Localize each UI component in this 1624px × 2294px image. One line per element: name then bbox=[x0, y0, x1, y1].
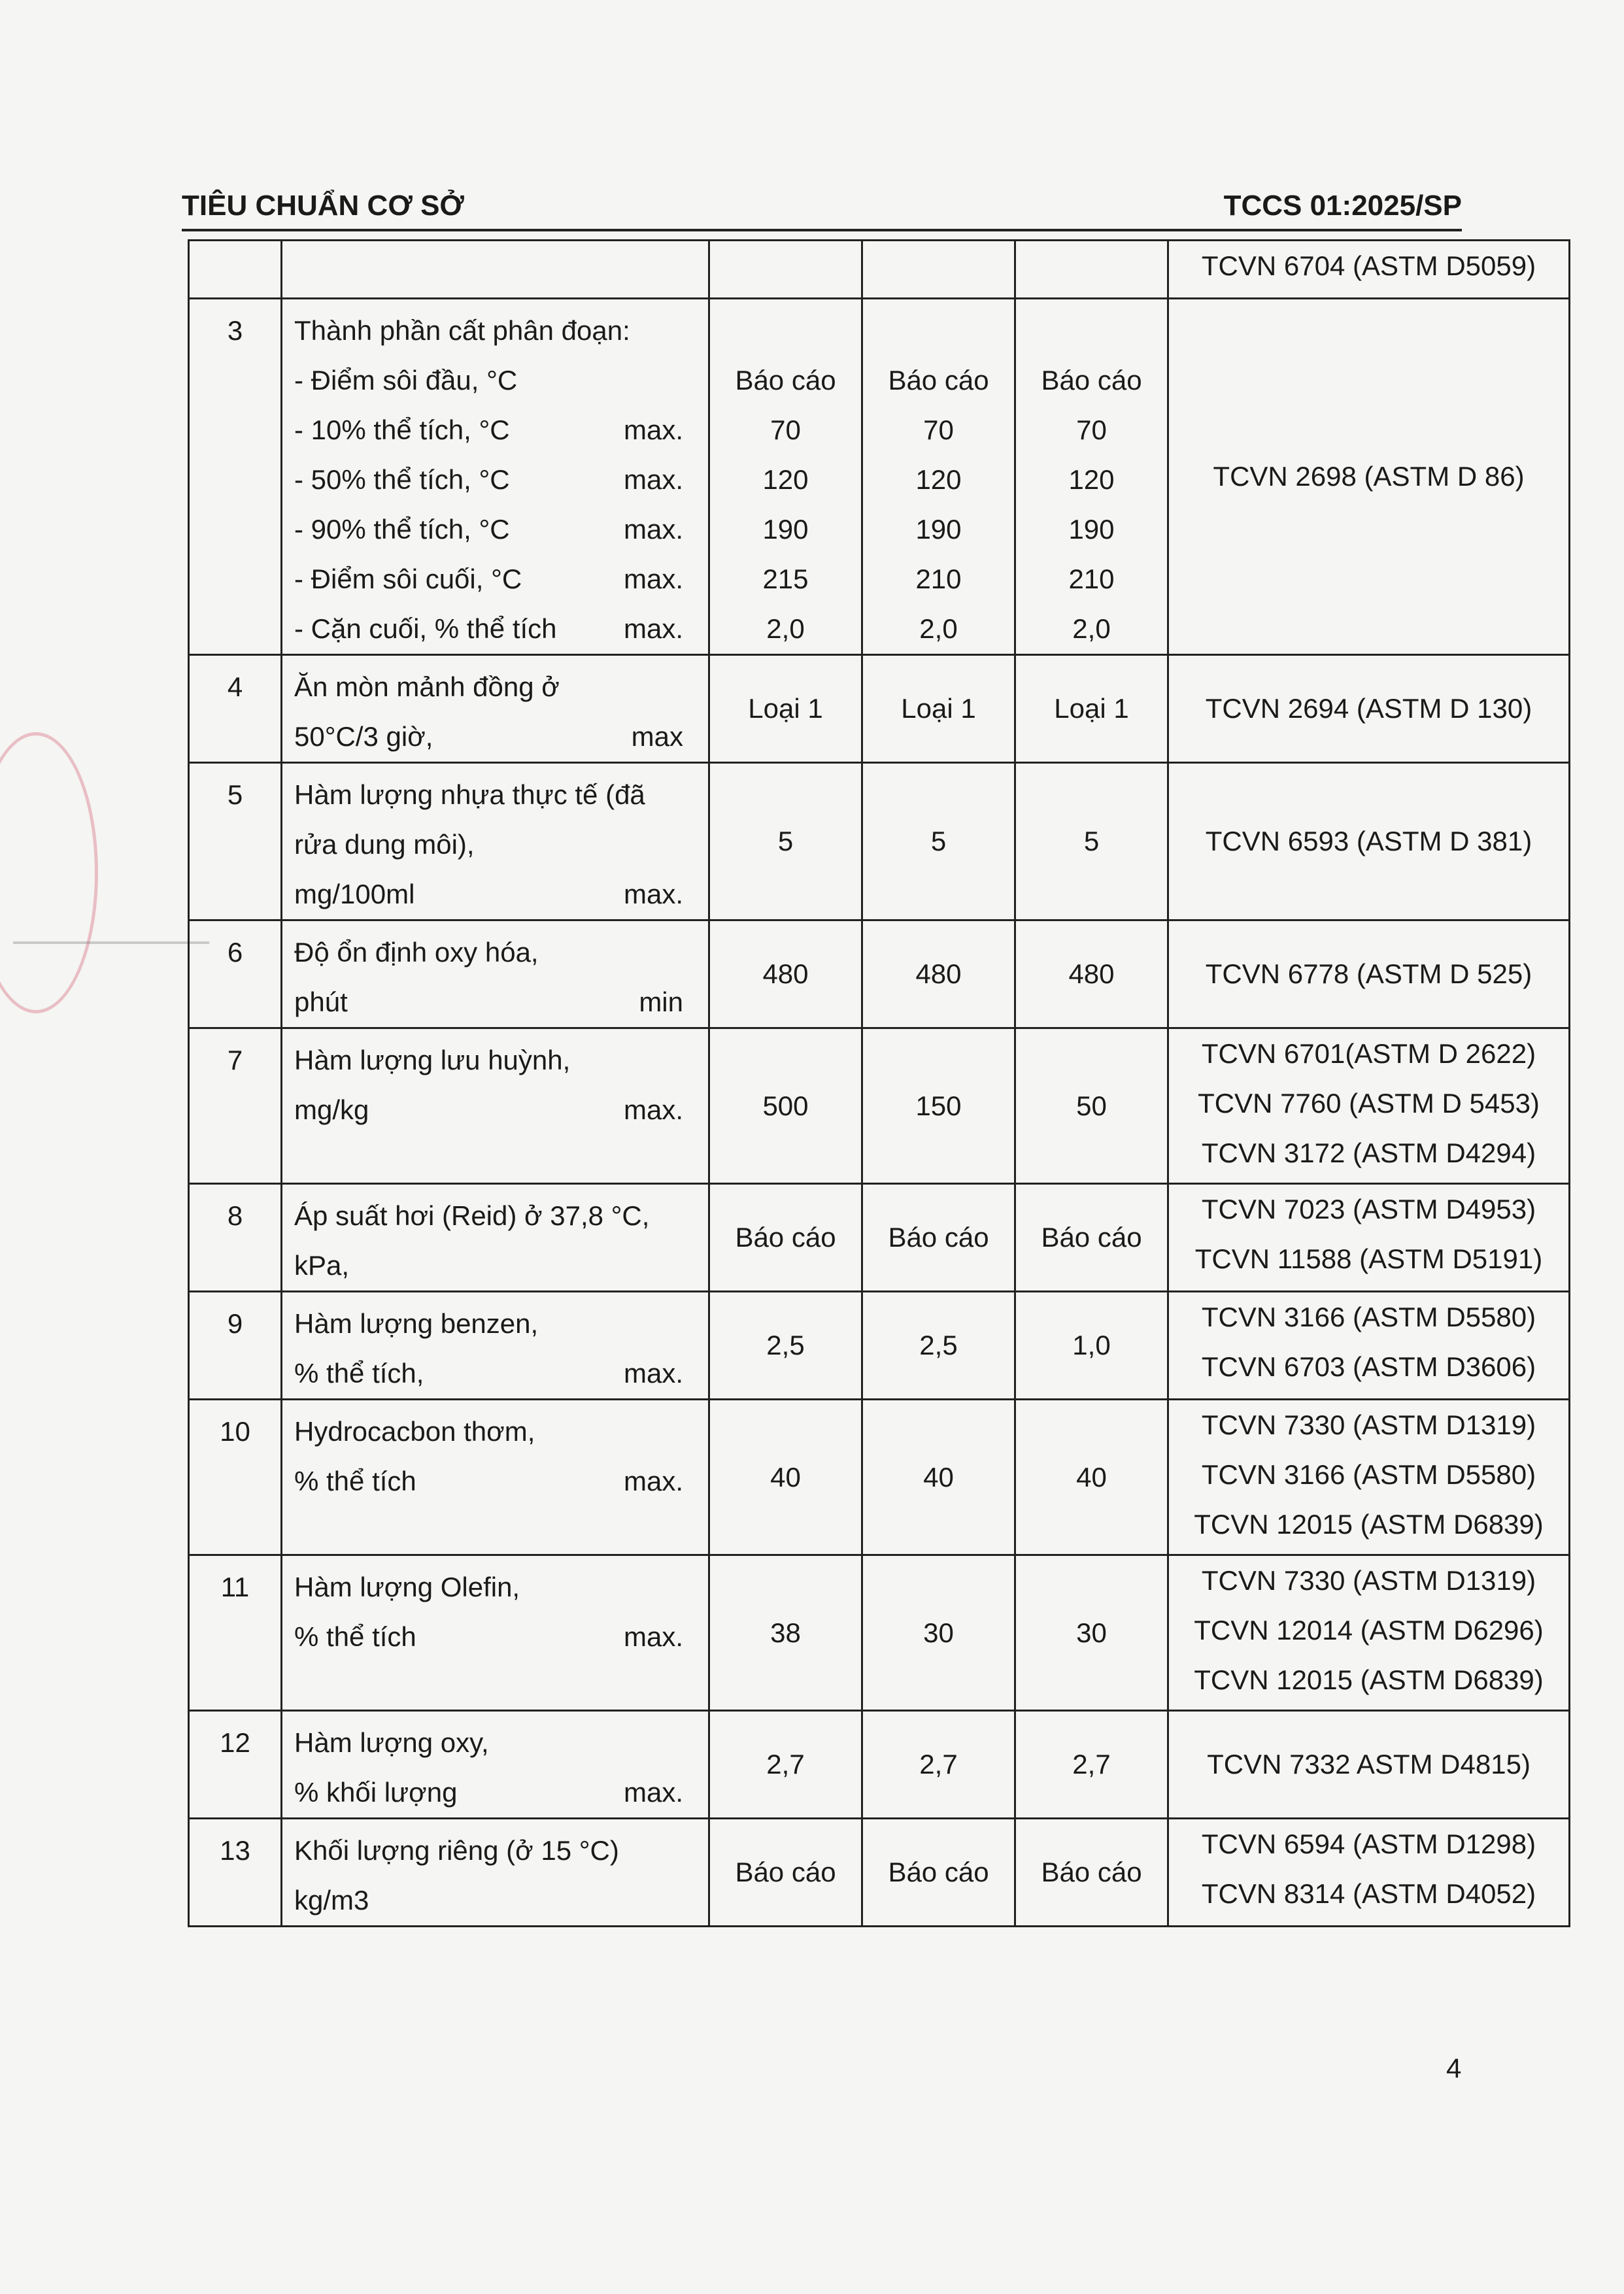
value-line: 2,0 bbox=[919, 613, 958, 644]
property-line bbox=[282, 977, 708, 1027]
specification-table bbox=[188, 239, 1570, 1927]
limit-label: max. bbox=[623, 613, 683, 644]
value-text bbox=[710, 245, 861, 294]
value-text: 2,7 bbox=[766, 1749, 805, 1780]
property-line bbox=[282, 820, 708, 869]
value-text: Loại 1 bbox=[1054, 693, 1129, 724]
limit-label: max. bbox=[623, 1358, 683, 1389]
test-method: TCVN 12015 (ASTM D6839) bbox=[1194, 1664, 1544, 1695]
value-text: 30 bbox=[1076, 1617, 1107, 1648]
test-method-cell bbox=[1168, 1555, 1570, 1711]
row-number: 13 bbox=[220, 1835, 250, 1866]
value-text: 480 bbox=[762, 958, 809, 989]
table-row bbox=[189, 1184, 1570, 1292]
header-standard-code: TCCS 01:2025/SP bbox=[1223, 190, 1462, 222]
property-text: Áp suất hơi (Reid) ở 37,8 °C, bbox=[294, 1200, 650, 1231]
property-text: - 90% thể tích, °C bbox=[294, 514, 510, 545]
value-cell bbox=[862, 655, 1015, 763]
property-line bbox=[282, 869, 708, 919]
value-cell bbox=[709, 1400, 862, 1555]
value-cell bbox=[862, 299, 1015, 655]
property-text: kg/m3 bbox=[294, 1885, 369, 1915]
value-cell bbox=[1015, 763, 1168, 920]
test-method: TCVN 2698 (ASTM D 86) bbox=[1213, 461, 1525, 492]
property-text: mg/kg bbox=[294, 1094, 369, 1125]
property-cell bbox=[282, 1292, 709, 1400]
value-cell bbox=[709, 1711, 862, 1819]
value-cell bbox=[1015, 1292, 1168, 1400]
value-text: 50 bbox=[1076, 1090, 1107, 1121]
property-cell bbox=[282, 1400, 709, 1555]
property-text: % khối lượng bbox=[294, 1777, 458, 1808]
property-text: % thể tích bbox=[294, 1621, 416, 1652]
property-line bbox=[282, 1457, 708, 1506]
value-cell bbox=[1015, 299, 1168, 655]
property-text: kPa, bbox=[294, 1250, 350, 1281]
value-text: Báo cáo bbox=[888, 1857, 989, 1887]
property-text: Hàm lượng Olefin, bbox=[294, 1572, 520, 1602]
property-line bbox=[282, 554, 708, 604]
value-cell bbox=[1015, 241, 1168, 299]
property-line bbox=[282, 1876, 708, 1925]
property-line bbox=[282, 1299, 708, 1349]
property-text: Hàm lượng nhựa thực tế (đã bbox=[294, 779, 645, 810]
property-line bbox=[282, 455, 708, 505]
page-number: 4 bbox=[1446, 2053, 1462, 2083]
test-method-cell bbox=[1168, 920, 1570, 1028]
limit-label: min bbox=[639, 987, 683, 1017]
value-text: 40 bbox=[770, 1461, 801, 1493]
value-line: 2,0 bbox=[766, 613, 805, 644]
test-method-cell bbox=[1168, 655, 1570, 763]
value-line: Báo cáo bbox=[888, 365, 989, 396]
value-text: 480 bbox=[915, 958, 962, 989]
property-cell bbox=[282, 763, 709, 920]
property-cell bbox=[282, 1819, 709, 1927]
value-text: Báo cáo bbox=[1041, 1857, 1142, 1887]
property-cell bbox=[282, 920, 709, 1028]
row-number-cell bbox=[189, 655, 282, 763]
value-cell bbox=[1015, 1819, 1168, 1927]
value-line: 210 bbox=[1068, 564, 1115, 594]
test-method: TCVN 6703 (ASTM D3606) bbox=[1201, 1351, 1536, 1382]
property-line bbox=[282, 505, 708, 554]
value-cell bbox=[709, 763, 862, 920]
value-cell bbox=[709, 1184, 862, 1292]
property-cell bbox=[282, 1184, 709, 1292]
stamp-fragment bbox=[0, 732, 98, 1013]
property-line bbox=[282, 356, 708, 405]
test-method: TCVN 6594 (ASTM D1298) bbox=[1201, 1829, 1536, 1859]
property-text: - Điểm sôi đầu, °C bbox=[294, 365, 518, 396]
property-text: Ăn mòn mảnh đồng ở bbox=[294, 671, 560, 702]
property-line bbox=[282, 1718, 708, 1768]
row-number: 7 bbox=[227, 1045, 243, 1075]
limit-label: max. bbox=[623, 414, 683, 445]
table-row bbox=[189, 655, 1570, 763]
value-text: 30 bbox=[923, 1617, 954, 1648]
test-method-cell bbox=[1168, 1819, 1570, 1927]
limit-label: max. bbox=[623, 1466, 683, 1496]
test-method-cell bbox=[1168, 1184, 1570, 1292]
property-text: rửa dung môi), bbox=[294, 829, 475, 860]
property-text: Khối lượng riêng (ở 15 °C) bbox=[294, 1835, 619, 1866]
value-cell bbox=[709, 1819, 862, 1927]
property-text: - Điểm sôi cuối, °C bbox=[294, 564, 522, 594]
value-cell bbox=[862, 763, 1015, 920]
property-text: Hàm lượng benzen, bbox=[294, 1308, 539, 1339]
test-method: TCVN 7760 (ASTM D 5453) bbox=[1198, 1088, 1540, 1119]
value-cell bbox=[1015, 655, 1168, 763]
row-number: 9 bbox=[227, 1308, 243, 1339]
test-method-cell bbox=[1168, 1028, 1570, 1184]
value-cell bbox=[862, 1555, 1015, 1711]
value-line: 190 bbox=[762, 514, 809, 545]
table-row bbox=[189, 241, 1570, 299]
row-number: 8 bbox=[227, 1200, 243, 1231]
property-cell bbox=[282, 299, 709, 655]
value-cell bbox=[709, 920, 862, 1028]
row-number: 5 bbox=[227, 779, 243, 810]
property-line bbox=[282, 306, 708, 356]
test-method: TCVN 3172 (ASTM D4294) bbox=[1201, 1138, 1536, 1168]
value-text: Báo cáo bbox=[735, 1222, 836, 1253]
value-line: 190 bbox=[915, 514, 962, 545]
value-line: Báo cáo bbox=[735, 365, 836, 396]
value-cell bbox=[709, 1292, 862, 1400]
row-number-cell bbox=[189, 299, 282, 655]
test-method: TCVN 6593 (ASTM D 381) bbox=[1205, 826, 1532, 856]
property-line bbox=[282, 604, 708, 654]
property-text: phút bbox=[294, 987, 348, 1017]
value-text: 150 bbox=[915, 1090, 962, 1121]
value-line: 190 bbox=[1068, 514, 1115, 545]
property-text: Hàm lượng lưu huỳnh, bbox=[294, 1045, 571, 1075]
limit-label: max. bbox=[623, 1621, 683, 1652]
property-cell bbox=[282, 1711, 709, 1819]
value-line bbox=[863, 306, 1014, 356]
table-row bbox=[189, 1028, 1570, 1184]
row-number: 12 bbox=[220, 1727, 250, 1758]
test-method: TCVN 2694 (ASTM D 130) bbox=[1205, 693, 1532, 724]
property-line bbox=[282, 770, 708, 820]
row-number-cell bbox=[189, 763, 282, 920]
table-row bbox=[189, 920, 1570, 1028]
row-number-cell bbox=[189, 1819, 282, 1927]
property-line bbox=[282, 1349, 708, 1398]
value-line: Báo cáo bbox=[1041, 365, 1142, 396]
property-text: Hydrocacbon thơm, bbox=[294, 1416, 535, 1447]
value-line: 210 bbox=[915, 564, 962, 594]
property-line bbox=[282, 1085, 708, 1135]
test-method: TCVN 8314 (ASTM D4052) bbox=[1201, 1878, 1536, 1909]
row-number-cell bbox=[189, 1028, 282, 1184]
property-text: % thể tích, bbox=[294, 1358, 424, 1389]
row-number-cell bbox=[189, 1184, 282, 1292]
test-method: TCVN 12015 (ASTM D6839) bbox=[1194, 1509, 1544, 1540]
row-number-cell bbox=[189, 1292, 282, 1400]
value-text: 40 bbox=[923, 1461, 954, 1493]
limit-label: max. bbox=[623, 464, 683, 495]
value-text: Báo cáo bbox=[735, 1857, 836, 1887]
property-line bbox=[282, 1826, 708, 1876]
value-text: 2,7 bbox=[1072, 1749, 1111, 1780]
property-text: % thể tích bbox=[294, 1466, 416, 1496]
property-text: Thành phần cất phân đoạn: bbox=[294, 315, 630, 346]
table-row bbox=[189, 1555, 1570, 1711]
value-text: 1,0 bbox=[1072, 1330, 1111, 1360]
property-text: - 10% thể tích, °C bbox=[294, 414, 510, 445]
property-line bbox=[282, 1407, 708, 1457]
test-method-cell bbox=[1168, 763, 1570, 920]
value-cell bbox=[862, 1292, 1015, 1400]
row-number: 3 bbox=[227, 315, 243, 346]
value-text: 38 bbox=[770, 1617, 801, 1648]
value-cell bbox=[1015, 1400, 1168, 1555]
value-cell bbox=[1015, 1028, 1168, 1184]
property-text: - Cặn cuối, % thể tích bbox=[294, 613, 557, 644]
property-line bbox=[282, 662, 708, 712]
row-number: 11 bbox=[220, 1572, 250, 1602]
value-text: 5 bbox=[777, 826, 794, 856]
limit-label: max bbox=[631, 721, 683, 752]
value-cell bbox=[709, 1555, 862, 1711]
value-cell bbox=[862, 1028, 1015, 1184]
row-number: 6 bbox=[227, 937, 243, 968]
value-cell bbox=[709, 241, 862, 299]
row-number-cell bbox=[189, 1400, 282, 1555]
property-line bbox=[282, 1612, 708, 1662]
row-number-cell bbox=[189, 241, 282, 299]
value-text: 2,7 bbox=[919, 1749, 958, 1780]
value-line bbox=[710, 306, 861, 356]
value-text: Loại 1 bbox=[748, 693, 823, 724]
test-method: TCVN 7023 (ASTM D4953) bbox=[1201, 1194, 1536, 1224]
value-line bbox=[1016, 306, 1167, 356]
property-text: - 50% thể tích, °C bbox=[294, 464, 510, 495]
value-cell bbox=[862, 920, 1015, 1028]
value-cell bbox=[1015, 1555, 1168, 1711]
test-method: TCVN 3166 (ASTM D5580) bbox=[1201, 1302, 1536, 1332]
row-number: 10 bbox=[220, 1416, 250, 1447]
test-method: TCVN 11588 (ASTM D5191) bbox=[1194, 1243, 1543, 1274]
property-text: Độ ổn định oxy hóa, bbox=[294, 937, 539, 968]
limit-label: max. bbox=[623, 1777, 683, 1808]
value-cell bbox=[862, 1711, 1015, 1819]
value-text: Loại 1 bbox=[901, 693, 976, 724]
value-line: 2,0 bbox=[1072, 613, 1111, 644]
test-method-cell bbox=[1168, 1711, 1570, 1819]
property-line bbox=[282, 928, 708, 977]
limit-label: max. bbox=[623, 564, 683, 594]
table-row bbox=[189, 1292, 1570, 1400]
value-line: 120 bbox=[1068, 464, 1115, 495]
value-text: Báo cáo bbox=[888, 1222, 989, 1253]
test-method-cell bbox=[1168, 1400, 1570, 1555]
test-method: TCVN 6778 (ASTM D 525) bbox=[1205, 958, 1532, 989]
value-cell bbox=[709, 655, 862, 763]
row-number-cell bbox=[189, 920, 282, 1028]
value-cell bbox=[862, 1819, 1015, 1927]
value-line: 70 bbox=[923, 414, 954, 445]
value-cell bbox=[1015, 1711, 1168, 1819]
test-method: TCVN 7332 ASTM D4815) bbox=[1207, 1749, 1531, 1780]
value-cell bbox=[862, 241, 1015, 299]
value-text: 40 bbox=[1076, 1461, 1107, 1493]
scan-mark bbox=[13, 941, 209, 944]
value-text bbox=[863, 245, 1014, 294]
value-cell bbox=[1015, 1184, 1168, 1292]
value-text: 500 bbox=[762, 1090, 809, 1121]
value-text: 5 bbox=[1083, 826, 1100, 856]
table-row bbox=[189, 1819, 1570, 1927]
page-header bbox=[182, 175, 1462, 231]
property-line bbox=[282, 1768, 708, 1817]
property-text: 50°C/3 giờ, bbox=[294, 721, 433, 752]
test-method-cell bbox=[1168, 1292, 1570, 1400]
property-cell bbox=[282, 241, 709, 299]
row-number-cell bbox=[189, 1555, 282, 1711]
value-text: 2,5 bbox=[919, 1330, 958, 1360]
property-cell bbox=[282, 1555, 709, 1711]
table-row bbox=[189, 763, 1570, 920]
property-line bbox=[282, 1191, 708, 1241]
value-line: 120 bbox=[915, 464, 962, 495]
test-method: TCVN 7330 (ASTM D1319) bbox=[1201, 1565, 1536, 1596]
table-row bbox=[189, 299, 1570, 655]
property-text: Hàm lượng oxy, bbox=[294, 1727, 489, 1758]
value-cell bbox=[862, 1400, 1015, 1555]
value-line: 70 bbox=[770, 414, 801, 445]
value-text: 2,5 bbox=[766, 1330, 805, 1360]
value-text: 5 bbox=[930, 826, 947, 856]
value-line: 120 bbox=[762, 464, 809, 495]
property-cell bbox=[282, 655, 709, 763]
property-cell bbox=[282, 1028, 709, 1184]
header-standard-title: TIÊU CHUẨN CƠ SỞ bbox=[182, 190, 464, 222]
value-text: 480 bbox=[1068, 958, 1115, 989]
table-row bbox=[189, 1711, 1570, 1819]
row-number-cell bbox=[189, 1711, 282, 1819]
property-line bbox=[282, 405, 708, 455]
limit-label: max. bbox=[623, 1094, 683, 1125]
value-line: 215 bbox=[762, 564, 809, 594]
value-cell bbox=[709, 1028, 862, 1184]
value-cell bbox=[709, 299, 862, 655]
row-number bbox=[190, 248, 280, 297]
test-method-cell bbox=[1168, 299, 1570, 655]
property-text: mg/100ml bbox=[294, 879, 415, 909]
test-method-cell bbox=[1168, 241, 1570, 299]
test-method: TCVN 12014 (ASTM D6296) bbox=[1194, 1615, 1544, 1645]
property-line bbox=[282, 1562, 708, 1612]
value-text bbox=[1016, 245, 1167, 294]
test-method: TCVN 7330 (ASTM D1319) bbox=[1201, 1409, 1536, 1440]
property-line bbox=[282, 1036, 708, 1085]
table-row bbox=[189, 1400, 1570, 1555]
value-cell bbox=[1015, 920, 1168, 1028]
property-line bbox=[282, 712, 708, 762]
test-method: TCVN 6701(ASTM D 2622) bbox=[1201, 1038, 1536, 1069]
property-line bbox=[282, 1241, 708, 1290]
test-method: TCVN 6704 (ASTM D5059) bbox=[1201, 250, 1536, 281]
value-text: Báo cáo bbox=[1041, 1222, 1142, 1253]
test-method: TCVN 3166 (ASTM D5580) bbox=[1201, 1459, 1536, 1490]
limit-label: max. bbox=[623, 514, 683, 545]
value-cell bbox=[862, 1184, 1015, 1292]
value-line: 70 bbox=[1076, 414, 1107, 445]
limit-label: max. bbox=[623, 879, 683, 909]
row-number: 4 bbox=[227, 671, 243, 702]
